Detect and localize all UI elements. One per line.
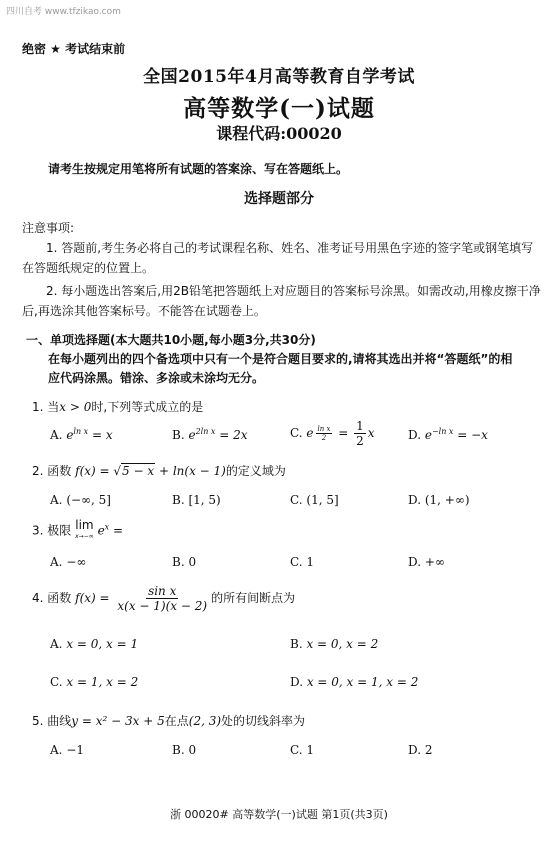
option-c: C. 1 [290,743,315,757]
question-number: 1. [32,400,44,414]
option-a: A. −1 [50,743,85,757]
question-number: 4. [32,591,44,605]
question-number: 3. [32,523,44,538]
general-instruction: 请考生按规定用笔将所有试题的答案涂、写在答题纸上。 [48,162,349,176]
exam-title: 全国2015年4月高等教育自学考试 [143,67,415,87]
option-b: B. 0 [172,743,197,757]
page-footer: 浙 00020# 高等数学(一)试题 第1页(共3页) [170,808,388,821]
question-number: 2. [32,464,44,478]
option-d: D. (1, +∞) [408,493,470,507]
option-d: D. x = 0, x = 1, x = 2 [290,675,419,689]
option-b: B. x = 0, x = 2 [290,637,379,651]
option-d: D. +∞ [408,555,445,569]
question-text: 时,下列等式成立的是 [91,400,204,414]
option-c: C. e $\frac{\text{ln x}}{2}$ = $\frac{1}{2}$ x [290,419,375,448]
part-title: 一、单项选择题(本大题共10小题,每小题3分,共30分) [26,333,316,347]
question-3: 3. 极限 lim x→−∞ $e^x$ = [32,518,124,540]
question-2: 2. 函数 f(x) = √5 − x + ln(x − 1)的定义域为 [32,464,286,478]
notes-heading: 注意事项: [22,221,75,235]
watermark: 四川自考 www.tfzikao.com [6,7,121,17]
option-c: C. (1, 5] [290,493,339,507]
question-4: 4. 函数 f(x) = $\frac{\text{sin x}}{x(x - 1)(x - 2)}$ 的所有间断点为 [32,584,296,613]
option-a: A. $e^{ln x} = x$ [50,427,113,442]
option-a: A. (−∞, 5] [50,493,111,507]
part-instruction: 在每小题列出的四个备选项中只有一个是符合题目要求的,请将其选出并将“答题纸”的相应代码涂黑。错涂、多涂或未涂均无分。 [48,352,513,385]
question-text: 当 [47,400,60,414]
question-1 [32,398,203,415]
option-b: B. $e^{2ln x} = 2x$ [172,427,248,442]
option-a: A. −∞ [50,555,87,569]
option-c: C. x = 1, x = 2 [50,675,139,689]
question-math: x > 0 [59,400,92,414]
option-b: B. 0 [172,555,197,569]
option-d: D. $e^{-ln x} = -x$ [408,427,488,442]
question-5: 5. 曲线y = x² − 3x + 5在点(2, 3)处的切线斜率为 [32,714,306,728]
course-code: 课程代码:00020 [216,124,342,143]
question-number: 5. [32,714,44,728]
paper-title: 高等数学(一)试题 [183,95,375,122]
section-title: 选择题部分 [244,191,314,207]
note-item: 2. 每小题选出答案后,用2B铅笔把答题纸上对应题目的答案标号涂黑。如需改动,用橡皮擦干净后,再选涂其他答案标号。不能答在试题卷上。 [22,284,541,318]
note-item: 1. 答题前,考生务必将自己的考试课程名称、姓名、准考证号用黑色字迹的签字笔或钢笔填写在答题纸规定的位置上。 [22,241,534,275]
option-a: A. x = 0, x = 1 [50,637,139,651]
secret-label: 绝密 ★ 考试结束前 [22,42,126,56]
option-d: D. 2 [408,743,433,757]
option-b: B. [1, 5) [172,493,221,507]
option-c: C. 1 [290,555,315,569]
